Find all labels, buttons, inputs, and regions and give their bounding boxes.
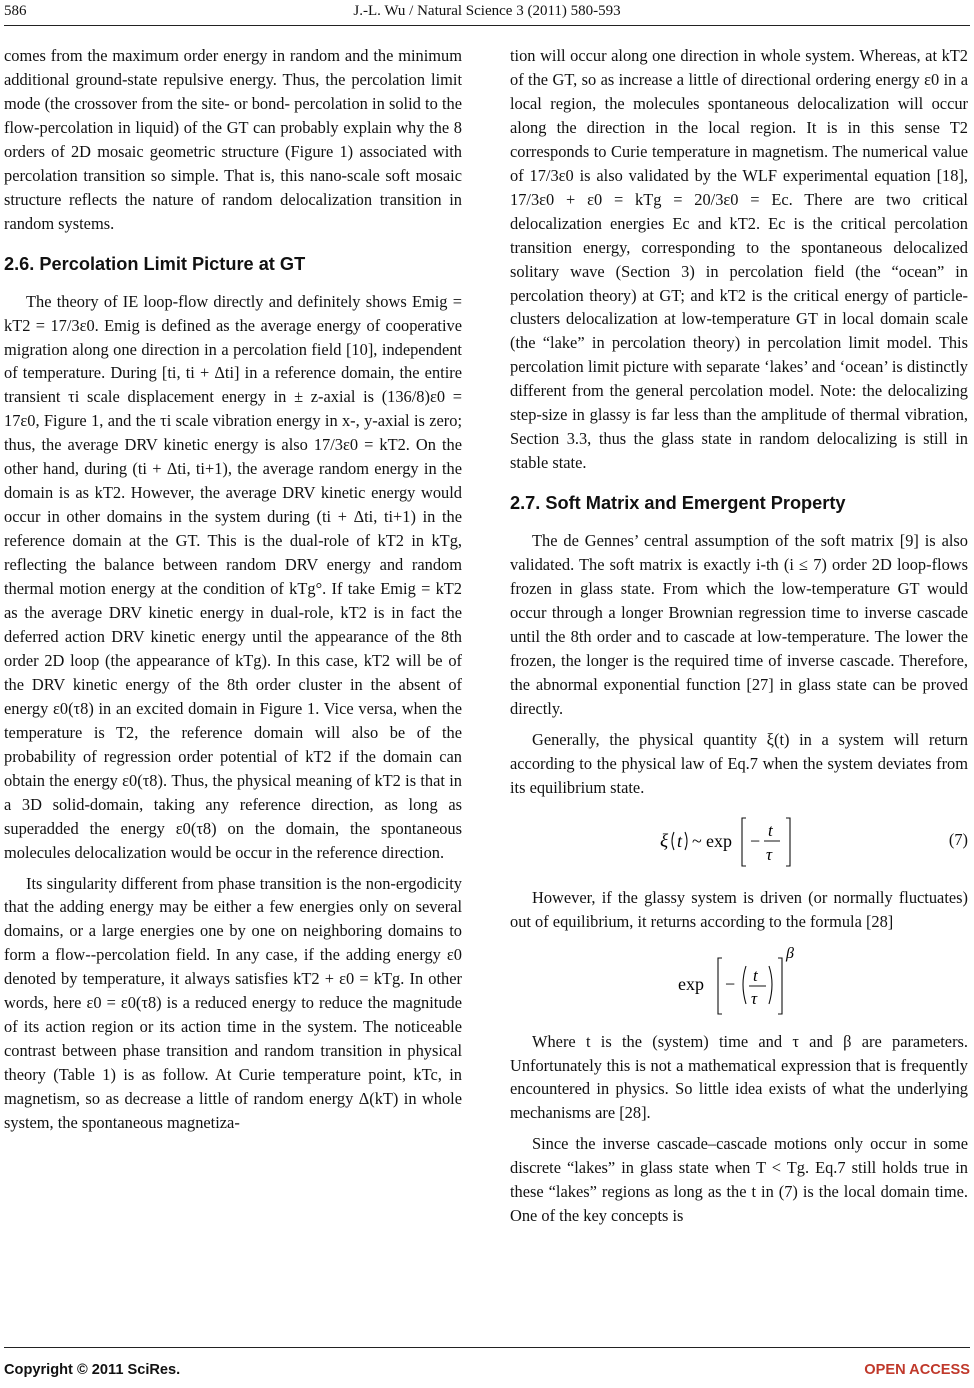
paragraph: tion will occur along one direction in whole system. Whereas, at kT2 of the GT, so as increase a little of directional ordering energy ε0 in a local region, the molecules spontaneous delocalization will occur along the direction in the local region. It is in this sense T2 corresponds to Curie temperature in magnetism. The numerical value of 17/3ε0 is also validated by the WLF experimental equation [18], 17/3ε0 + ε0 = kTg = 20/3ε0 = Ec. There are two critical delocalization energies Ec and kT2. Ec is the critical percolation transition energy, corresponding to the spontaneous delocalized solitary wave (Section 3) in percolation field (the “ocean” in percolation theory) at GT; and kT2 is the critical energy of particle-clusters delocalization at low-temperature GT in local domain scale (the “lake” in percolation theory) in percolation limit model. This percolation limit picture with separate ‘lakes’ and ‘ocean’ is distinctly different from the general percolation model. Note: the delocalizing step-size in glassy is far less than the amplitude of thermal vibration, Section 3.3, thus the glass state in random delocalizing is still in stable state. bbox=[510, 46, 968, 473]
paragraph: However, if the glassy system is driven (or normally fluctuates) out of equilibrium, it returns according to the formula [28] bbox=[510, 887, 968, 931]
eq7-xi: ξ bbox=[660, 830, 669, 852]
paragraph: The theory of IE loop-flow directly and definitely shows Emig = kT2 = 17/3ε0. Emig is defined as the average energy of cooperative migration along one direction in a percolation field [10], independent of temperature. During [ti, ti + Δti] in a reference domain, the entire transient τi scale displacement energy in ± z-axial is (136/8)ε0 = 17ε0, Figure 1, and the τi scale vibration energy in x-, y-axial is zero; thus, the average DRV kinetic energy is also 17/3ε0 = kT2. On the other hand, during (ti + Δti, ti+1), the average random energy in the domain is as kT2. However, the average DRV kinetic energy would occur in other domains in the system during (ti + Δti, ti+1) in the reference domain at the GT. This is the dual-role of kT2 in kTg, reflecting the balance between random DRV energy and random thermal motion energy at the condition of kTg°. If take Emig = kT2 as the average DRV kinetic energy in dual-role, kT2 is in fact the deferred action DRV kinetic energy until the appearance of the 8th order 2D loop (the appearance of kTg). In this case, kT2 will be of the DRV kinetic energy of the 8th order cluster in the absent of energy ε0(τ8) in an excited domain in Figure 1. Vice versa, when the temperature is T2, the reference domain will also be of the probability of regression order potential of kT2 if the domain can obtain the energy ε0(τ8). Thus, the physical meaning of kT2 is that in a 3D solid-domain, taking any reference direction, as long as superadded the energy ε0(τ8) on the domain, the spontaneous molecules delocalization would be occur in the reference direction. bbox=[4, 291, 462, 862]
open-access-badge: OPEN ACCESS bbox=[864, 1362, 970, 1378]
header-rule bbox=[4, 25, 970, 26]
eq7-minus: − bbox=[750, 830, 761, 851]
right-column bbox=[510, 44, 968, 1228]
paragraph: The de Gennes’ central assumption of the soft matrix [9] is also validated. The soft matrix is exactly i-th (i ≤ 7) order 2D loop-flows frozen in glass state. From which the low-temperature GT would occur through a longer Brownian regression time to inverse cascade until the 8th order and to cascade at low-temperature. The lower the frozen, the longer is the required time of inverse cascade. Therefore, the abnormal exponential function [27] in glass state can be proved directly. bbox=[510, 531, 968, 718]
page-number: 586 bbox=[4, 3, 27, 19]
left-column bbox=[4, 44, 462, 1135]
eq7-exp: exp bbox=[706, 830, 732, 851]
eq2-bracket-left bbox=[718, 958, 722, 1014]
page-header bbox=[4, 0, 970, 22]
section-heading-2-7: 2.7. Soft Matrix and Emergent Property bbox=[510, 493, 846, 514]
eq2-paren-right bbox=[769, 966, 772, 1004]
eq2-bracket-right bbox=[778, 958, 782, 1014]
equation-stretched-exponential-expression bbox=[678, 944, 818, 1016]
paragraph: Its singularity different from phase transition is the non-ergodicity that the adding energy may be either a few energies only on several domains, or a large energies one by one on neighboring domains to form a flow--percolation field. In any case, if the adding energy ε0 denoted by temperature, it always satisfies kT2 + ε0 = kTg. In other words, here ε0 = ε0(τ8) is a reduced energy to reduce the magnitude of its action region or its action time in the system. The noticeable contrast between phase transition and random transition in physical theory (Table 1) is as follow. At Curie temperature point, kTc, in magnetism, so as decrease a little of random energy Δ(kT) in whole system, the spontaneous magnetiza- bbox=[4, 873, 462, 1133]
equation-7 bbox=[510, 812, 968, 870]
equation-stretched-exponential bbox=[510, 944, 968, 1016]
paragraph: Generally, the physical quantity ξ(t) in a system will return according to the physical law of Eq.7 when the system deviates from its equilibrium state. bbox=[510, 729, 968, 797]
eq7-t: t bbox=[677, 830, 683, 851]
paragraph: comes from the maximum order energy in random and the minimum additional ground-state repulsive energy. Thus, the percolation limit mode (the crossover from the site- or bond- percolation in solid to the flow-percolation in liquid) of the GT can probably explain why the 8 orders of 2D mosaic geometric structure (Figure 1) associated with percolation transition so simple. That is, this nano-scale soft mosaic structure reflects the nature of random delocalization transition in random systems. bbox=[4, 46, 462, 233]
eq2-denominator: τ bbox=[751, 988, 758, 1008]
footer-rule bbox=[4, 1347, 970, 1348]
copyright-notice: Copyright © 2011 SciRes. bbox=[4, 1362, 181, 1378]
eq7-tilde: ~ bbox=[692, 830, 702, 851]
eq2-minus: − bbox=[725, 973, 736, 994]
eq7-denominator: τ bbox=[766, 844, 773, 864]
eq2-paren-left bbox=[743, 966, 746, 1004]
equation-7-expression bbox=[660, 812, 830, 870]
eq7-numerator: t bbox=[768, 820, 773, 840]
eq7-paren-right bbox=[685, 832, 687, 850]
running-title: J.-L. Wu / Natural Science 3 (2011) 580-593 bbox=[353, 3, 621, 19]
eq2-numerator: t bbox=[753, 965, 758, 985]
paragraph: Where t is the (system) time and τ and β are parameters. Unfortunately this is not a mathematical expression that is frequently encountered in physics. So little idea exists of what the underlying mechanisms are [28]. bbox=[510, 1031, 968, 1123]
eq7-bracket-right bbox=[786, 818, 790, 866]
eq7-bracket-left bbox=[742, 818, 746, 866]
eq7-paren-left bbox=[672, 832, 674, 850]
page-footer bbox=[4, 1362, 970, 1382]
section-heading-2-6: 2.6. Percolation Limit Picture at GT bbox=[4, 253, 306, 274]
equation-number: (7) bbox=[948, 829, 968, 849]
eq2-exponent-beta: β bbox=[786, 944, 794, 962]
paragraph: Since the inverse cascade–cascade motions only occur in some discrete “lakes” in glass state when T < Tg. Eq.7 still holds true in these “lakes” regions as long as the t in (7) is the local domain time. One of the key concepts is bbox=[510, 1134, 968, 1226]
eq2-exp: exp bbox=[678, 973, 704, 994]
